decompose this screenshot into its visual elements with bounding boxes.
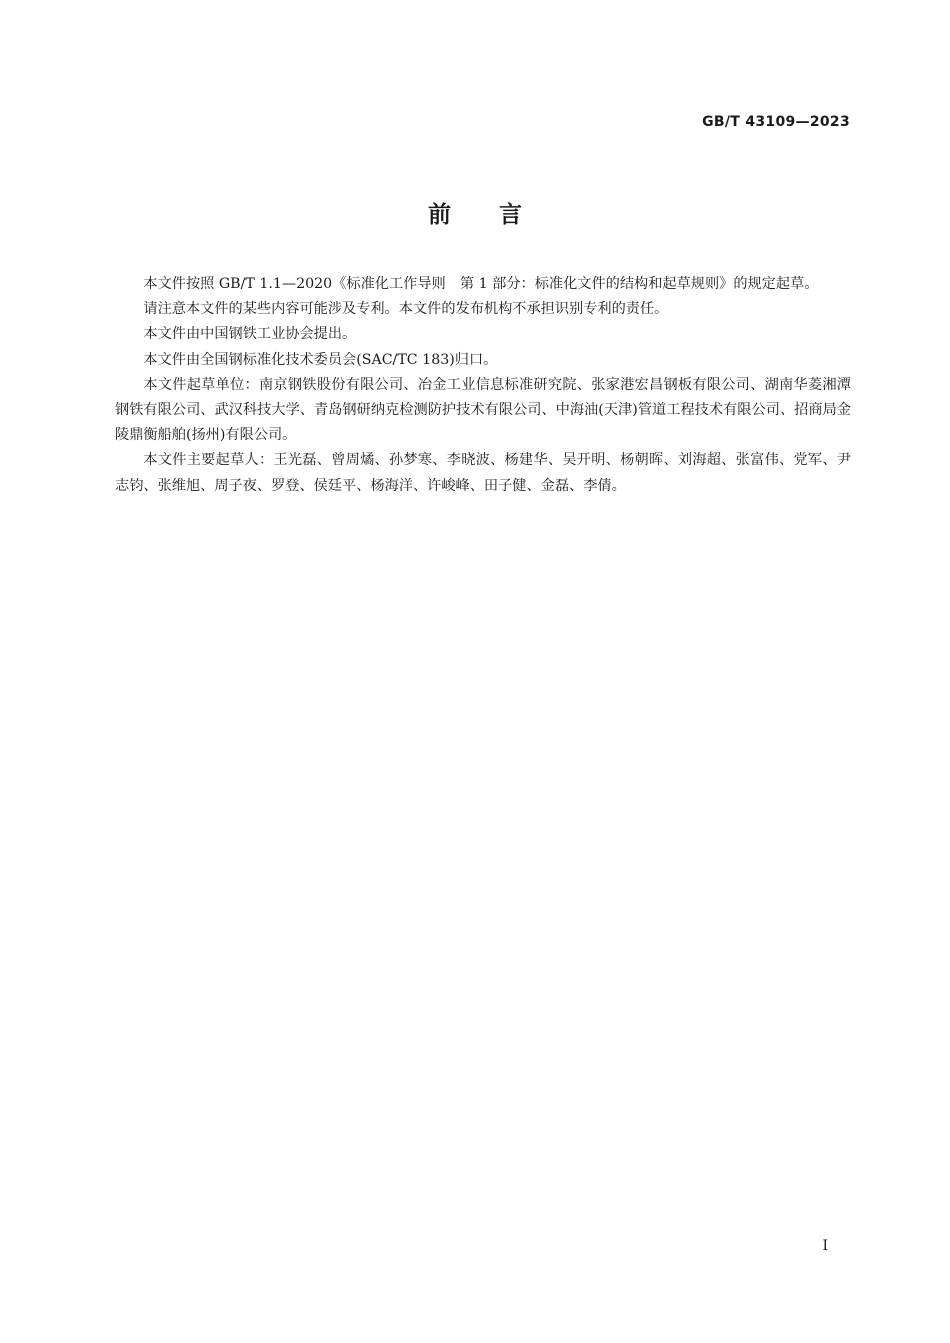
paragraph-drafting-units: 本文件起草单位：南京钢铁股份有限公司、冶金工业信息标准研究院、张家港宏昌钢板有限公司、湖南华菱湘潭钢铁有限公司、武汉科技大学、青岛钢研纳克检测防护技术有限公司、中海油(天津)管道工程技术有限公司、招商局金陵鼎衡船舶(扬州)有限公司。	[115, 376, 851, 444]
foreword-body	[115, 272, 851, 499]
paragraph-drafters: 本文件主要起草人：王光磊、曾周燏、孙梦寒、李晓波、杨建华、吴开明、杨朝晖、刘海超、张富伟、党军、尹志钧、张维旭、周子夜、罗登、侯廷平、杨海洋、许峻峰、田子健、金磊、李倩。	[115, 452, 851, 494]
paragraph-drafting-rules: 本文件按照 GB/T 1.1—2020《标准化工作导则 第 1 部分：标准化文件的结构和起草规则》的规定起草。	[143, 276, 819, 292]
page-title: 前言	[428, 202, 570, 228]
page-number: I	[822, 1238, 828, 1254]
standard-number: GB/T 43109—2023	[702, 114, 850, 130]
paragraph-centralized-by: 本文件由全国钢标准化技术委员会(SAC/TC 183)归口。	[143, 351, 498, 368]
paragraph-proposed-by: 本文件由中国钢铁工业协会提出。	[143, 326, 357, 343]
paragraph-patent-notice: 请注意本文件的某些内容可能涉及专利。本文件的发布机构不承担识别专利的责任。	[143, 301, 669, 318]
